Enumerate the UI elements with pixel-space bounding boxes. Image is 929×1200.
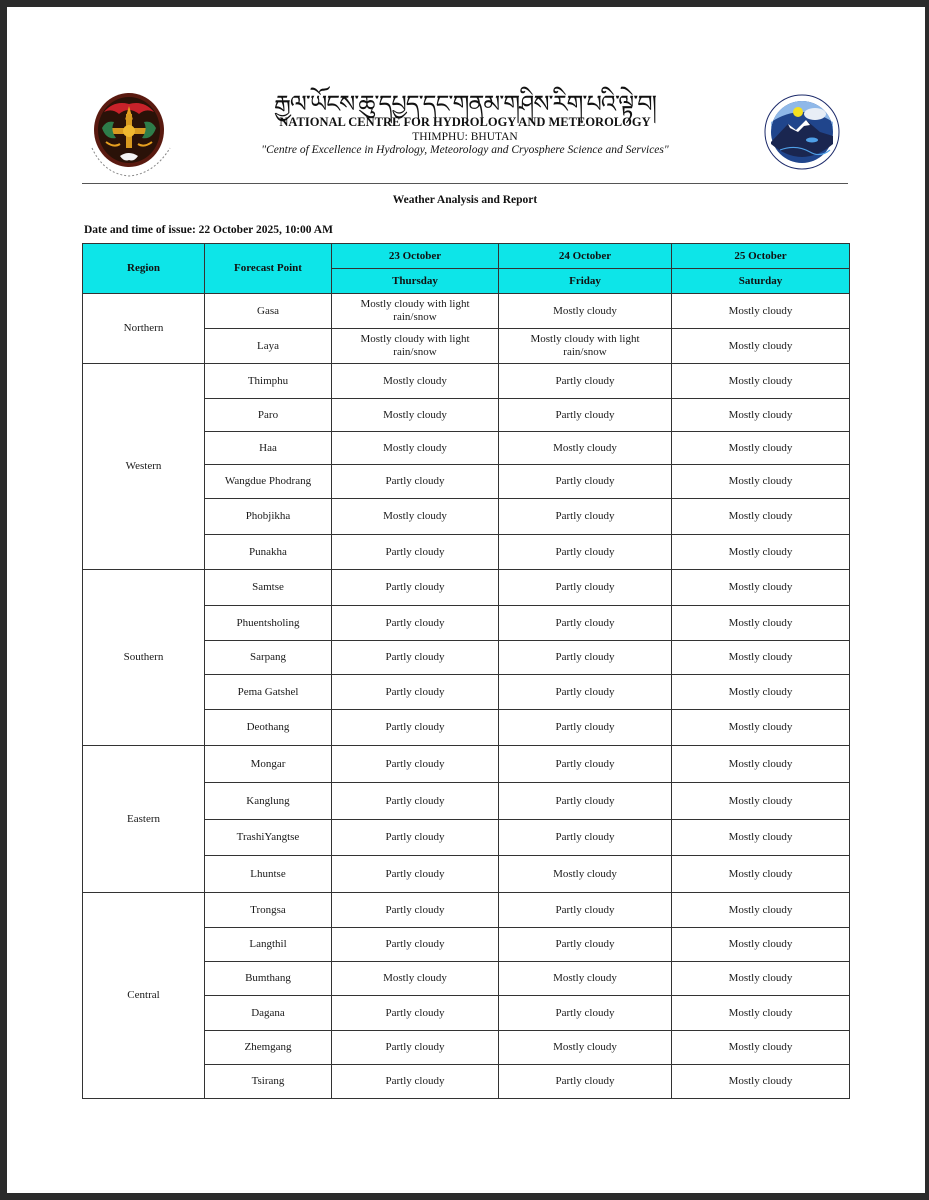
forecast-point-cell: Sarpang: [205, 641, 332, 675]
forecast-point-cell: Phuentsholing: [205, 606, 332, 641]
forecast-cell: Mostly cloudy: [499, 432, 672, 465]
organization-location: THIMPHU: BHUTAN: [412, 131, 518, 143]
header-divider: [82, 183, 848, 184]
forecast-cell: Mostly cloudy: [672, 570, 850, 606]
forecast-cell: Mostly cloudy: [672, 641, 850, 675]
forecast-point-cell: Wangdue Phodrang: [205, 465, 332, 499]
report-title: Weather Analysis and Report: [392, 194, 538, 206]
forecast-cell: Partly cloudy: [499, 820, 672, 856]
forecast-cell: Mostly cloudy: [672, 535, 850, 570]
forecast-cell: Partly cloudy: [499, 606, 672, 641]
forecast-cell: Partly cloudy: [499, 893, 672, 928]
forecast-cell: Partly cloudy: [499, 499, 672, 535]
forecast-cell: Mostly cloudy: [332, 499, 499, 535]
forecast-cell: Mostly cloudy: [672, 893, 850, 928]
forecast-point-cell: Bumthang: [205, 962, 332, 996]
forecast-cell: Partly cloudy: [499, 675, 672, 710]
forecast-cell: Mostly cloudy: [332, 399, 499, 432]
forecast-cell: Partly cloudy: [332, 641, 499, 675]
forecast-cell: Mostly cloudy: [672, 928, 850, 962]
forecast-cell: Mostly cloudy: [672, 294, 850, 329]
forecast-cell: Partly cloudy: [332, 675, 499, 710]
issue-datetime: Date and time of issue: 22 October 2025, 10:00 AM: [84, 224, 333, 236]
forecast-cell: Mostly cloudy with light rain/snow: [332, 294, 499, 329]
forecast-cell: Mostly cloudy: [499, 294, 672, 329]
forecast-point-cell: Deothang: [205, 710, 332, 746]
forecast-cell: Partly cloudy: [332, 606, 499, 641]
column-header-date: 25 October: [672, 244, 850, 269]
column-header-weekday: Friday: [499, 269, 672, 294]
forecast-point-cell: Laya: [205, 329, 332, 364]
region-cell: Northern: [83, 294, 205, 364]
column-header-weekday: Saturday: [672, 269, 850, 294]
column-header-forecast-point: Forecast Point: [205, 244, 332, 294]
table-row: [83, 746, 850, 783]
column-header-region: Region: [83, 244, 205, 294]
forecast-cell: Partly cloudy: [332, 535, 499, 570]
forecast-point-cell: Lhuntse: [205, 856, 332, 893]
forecast-cell: Partly cloudy: [499, 1065, 672, 1099]
forecast-cell: Mostly cloudy: [672, 499, 850, 535]
forecast-cell: Partly cloudy: [332, 820, 499, 856]
table-row: [83, 570, 850, 606]
forecast-cell: Mostly cloudy: [332, 962, 499, 996]
forecast-point-cell: Tsirang: [205, 1065, 332, 1099]
forecast-point-cell: Langthil: [205, 928, 332, 962]
table-row: [83, 294, 850, 329]
forecast-cell: Mostly cloudy: [672, 820, 850, 856]
forecast-cell: Partly cloudy: [332, 856, 499, 893]
forecast-cell: Partly cloudy: [332, 928, 499, 962]
forecast-cell: Partly cloudy: [499, 465, 672, 499]
forecast-point-cell: Kanglung: [205, 783, 332, 820]
forecast-cell: Partly cloudy: [499, 641, 672, 675]
forecast-cell: Partly cloudy: [332, 1065, 499, 1099]
forecast-cell: Mostly cloudy: [672, 962, 850, 996]
forecast-cell: Mostly cloudy: [672, 783, 850, 820]
forecast-cell: Partly cloudy: [499, 399, 672, 432]
forecast-cell: Mostly cloudy: [672, 746, 850, 783]
forecast-point-cell: Trongsa: [205, 893, 332, 928]
header-row-dates: [83, 244, 850, 269]
forecast-cell: Mostly cloudy: [499, 856, 672, 893]
bhutan-emblem-icon: [84, 92, 174, 182]
forecast-point-cell: Paro: [205, 399, 332, 432]
forecast-point-cell: Gasa: [205, 294, 332, 329]
forecast-cell: Mostly cloudy: [672, 1031, 850, 1065]
forecast-point-cell: Pema Gatshel: [205, 675, 332, 710]
forecast-cell: Partly cloudy: [332, 1031, 499, 1065]
forecast-cell: Partly cloudy: [332, 570, 499, 606]
forecast-point-cell: Samtse: [205, 570, 332, 606]
forecast-cell: Mostly cloudy: [499, 1031, 672, 1065]
forecast-cell: Partly cloudy: [499, 710, 672, 746]
forecast-cell: Mostly cloudy: [672, 606, 850, 641]
column-header-date: 23 October: [332, 244, 499, 269]
forecast-cell: Mostly cloudy: [672, 329, 850, 364]
forecast-cell: Mostly cloudy: [499, 962, 672, 996]
dzongkha-title: རྒྱལ་ཡོངས་ཆུ་དཔྱད་དང་གནམ་གཤིས་རིག་པའི་ལྟེ་བ།: [273, 90, 657, 118]
forecast-cell: Mostly cloudy: [672, 465, 850, 499]
table-row: [83, 893, 850, 928]
forecast-cell: Mostly cloudy: [672, 996, 850, 1031]
forecast-cell: Partly cloudy: [332, 465, 499, 499]
region-cell: Central: [83, 893, 205, 1099]
forecast-cell: Partly cloudy: [499, 996, 672, 1031]
column-header-weekday: Thursday: [332, 269, 499, 294]
table-row: [83, 364, 850, 399]
nchm-logo-icon: [760, 92, 848, 172]
forecast-point-cell: TrashiYangtse: [205, 820, 332, 856]
forecast-table: [82, 243, 850, 1099]
forecast-cell: Mostly cloudy with light rain/snow: [499, 329, 672, 364]
forecast-table-body: [83, 294, 850, 1099]
forecast-cell: Partly cloudy: [332, 710, 499, 746]
forecast-cell: Mostly cloudy: [672, 364, 850, 399]
region-cell: Western: [83, 364, 205, 570]
forecast-cell: Mostly cloudy: [672, 432, 850, 465]
forecast-cell: Partly cloudy: [332, 783, 499, 820]
forecast-cell: Partly cloudy: [499, 746, 672, 783]
column-header-date: 24 October: [499, 244, 672, 269]
forecast-cell: Partly cloudy: [499, 570, 672, 606]
forecast-cell: Mostly cloudy: [672, 675, 850, 710]
forecast-cell: Mostly cloudy: [332, 364, 499, 399]
region-cell: Southern: [83, 570, 205, 746]
forecast-point-cell: Thimphu: [205, 364, 332, 399]
forecast-cell: Mostly cloudy: [332, 432, 499, 465]
forecast-cell: Mostly cloudy: [672, 710, 850, 746]
forecast-cell: Partly cloudy: [499, 928, 672, 962]
forecast-point-cell: Phobjikha: [205, 499, 332, 535]
organization-name: NATIONAL CENTRE FOR HYDROLOGY AND METEOROLOGY: [279, 115, 651, 129]
forecast-cell: Partly cloudy: [499, 535, 672, 570]
organization-motto: "Centre of Excellence in Hydrology, Meteorology and Cryosphere Science and Services": [261, 144, 669, 156]
forecast-cell: Partly cloudy: [499, 364, 672, 399]
forecast-cell: Mostly cloudy: [672, 1065, 850, 1099]
forecast-point-cell: Zhemgang: [205, 1031, 332, 1065]
region-cell: Eastern: [83, 746, 205, 893]
forecast-cell: Mostly cloudy with light rain/snow: [332, 329, 499, 364]
forecast-point-cell: Punakha: [205, 535, 332, 570]
forecast-point-cell: Haa: [205, 432, 332, 465]
forecast-cell: Mostly cloudy: [672, 856, 850, 893]
forecast-cell: Partly cloudy: [332, 746, 499, 783]
forecast-point-cell: Mongar: [205, 746, 332, 783]
forecast-cell: Partly cloudy: [332, 893, 499, 928]
forecast-cell: Mostly cloudy: [672, 399, 850, 432]
forecast-cell: Partly cloudy: [332, 996, 499, 1031]
forecast-cell: Partly cloudy: [499, 783, 672, 820]
forecast-point-cell: Dagana: [205, 996, 332, 1031]
